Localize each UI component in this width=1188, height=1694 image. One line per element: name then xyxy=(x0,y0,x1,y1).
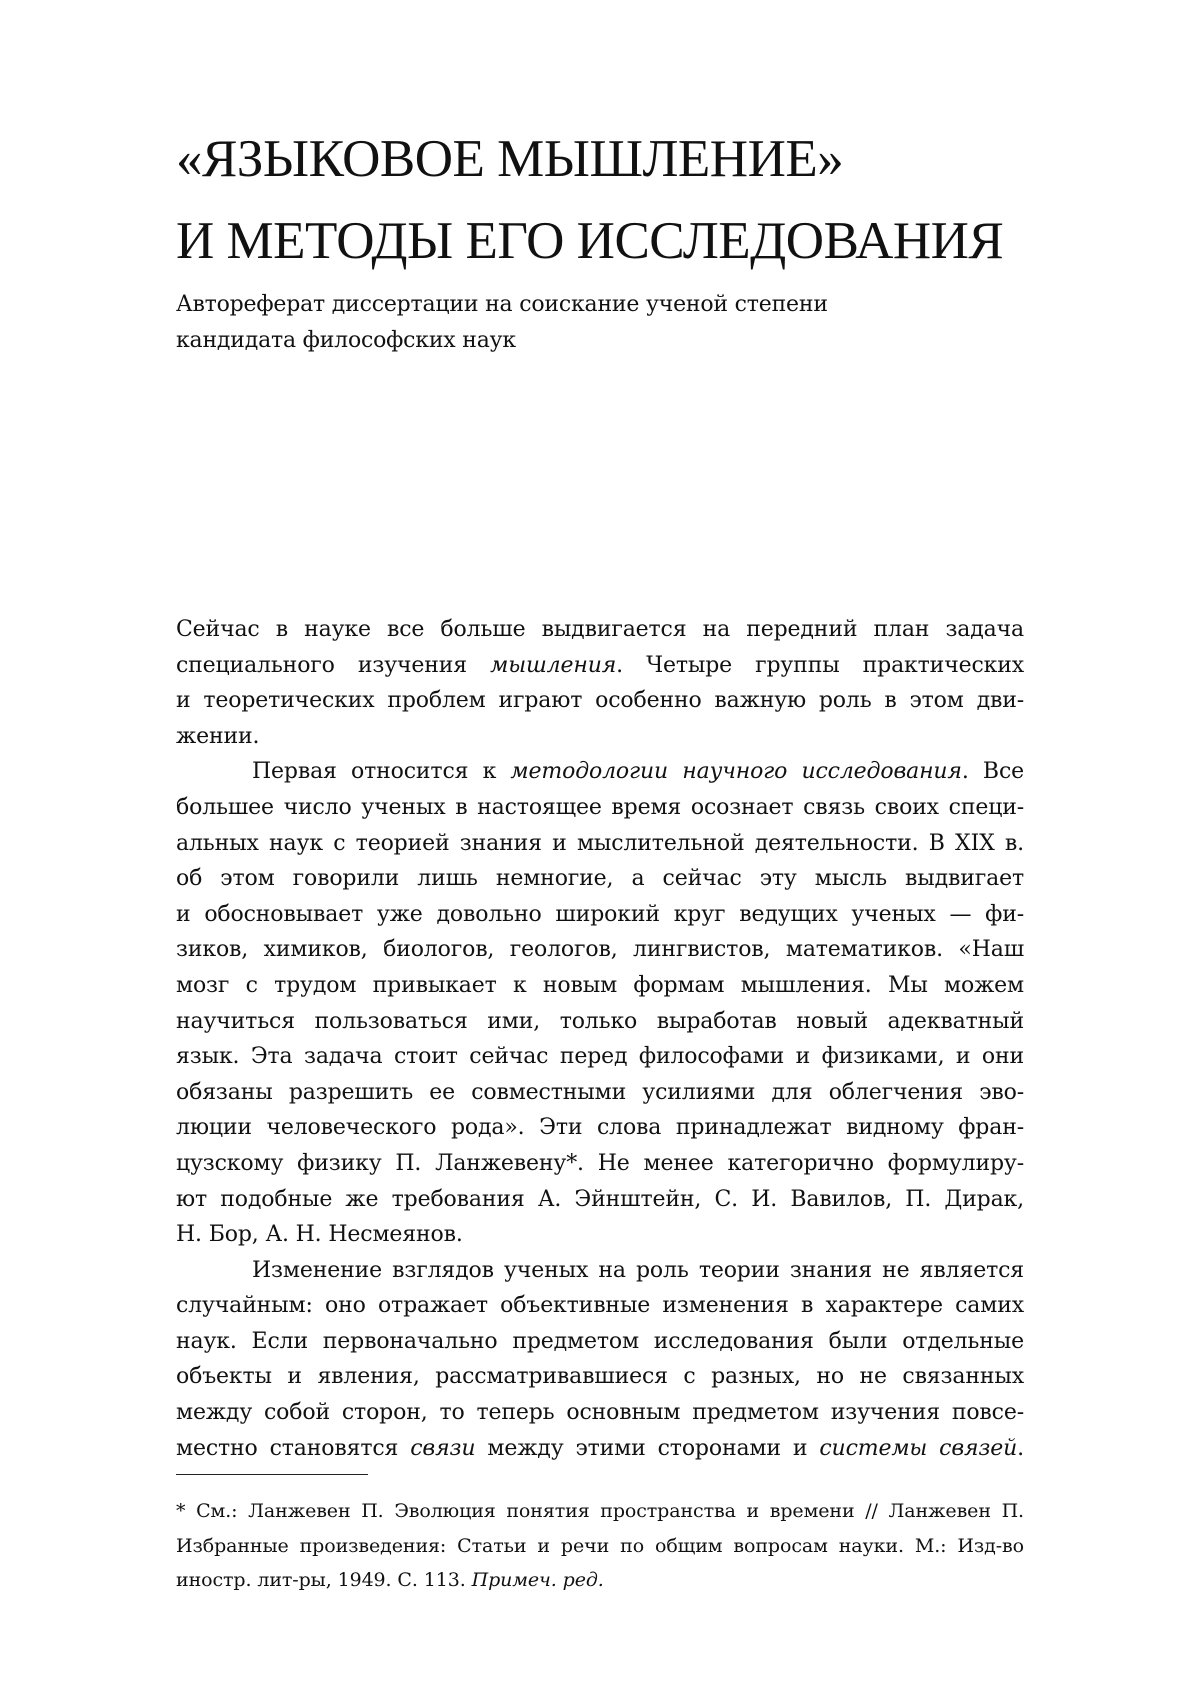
italic-note: Примеч. ред. xyxy=(471,1569,604,1591)
text-line: Н. Бор, А. Н. Несмеянов. xyxy=(176,1222,463,1248)
footnote-separator xyxy=(176,1474,368,1475)
body-text xyxy=(176,612,1024,1466)
text-run: . Все xyxy=(961,759,1024,785)
text-line: между собой сторон, то теперь основным предметом изучения повсе- xyxy=(176,1400,1024,1426)
italic-term: связи xyxy=(410,1435,476,1461)
chapter-subtitle-line-2: кандидата философских наук xyxy=(176,328,516,353)
footnote-line: * См.: Ланжевен П. Эволюция понятия пространства и времени // Ланжевен П. xyxy=(176,1500,1024,1522)
text-line: зиков, химиков, биологов, геологов, лингвистов, математиков. «Наш xyxy=(176,937,1024,963)
paragraph-2 xyxy=(176,754,1024,1252)
chapter-subtitle-line-1: Автореферат диссертации на соискание ученой степени xyxy=(176,292,828,317)
text-line: и обосновывает уже довольно широкий круг ведущих ученых — фи- xyxy=(176,901,1024,927)
text-line: ют подобные же требования А. Эйнштейн, С. И. Вавилов, П. Дирак, xyxy=(176,1186,1024,1212)
text-run: . xyxy=(1017,1435,1024,1461)
text-line: научиться пользоваться ими, только выработав новый адекватный xyxy=(176,1008,1024,1034)
footnote xyxy=(176,1494,1024,1598)
text-run: между этими сторонами и xyxy=(475,1435,820,1461)
text-line: люции человеческого рода». Эти слова принадлежат видному фран- xyxy=(176,1115,1024,1141)
text-line: Сейчас в науке все больше выдвигается на передний план задача xyxy=(176,617,1024,642)
chapter-title xyxy=(176,118,1076,282)
text-line: обязаны разрешить ее совместными усилиями для облегчения эво- xyxy=(176,1079,1024,1105)
text-line: наук. Если первоначально предметом исследования были отдельные xyxy=(176,1328,1024,1354)
text-line: цузскому физику П. Ланжевену*. Не менее категорично формулиру- xyxy=(176,1150,1024,1176)
paragraph-3 xyxy=(176,1253,1024,1467)
footnote-line: Избранные произведения: Статьи и речи по общим вопросам науки. М.: Изд-во xyxy=(176,1534,1024,1557)
text-line: большее число ученых в настоящее время осознает связь своих специ- xyxy=(176,794,1024,820)
italic-term: мышления xyxy=(490,652,617,678)
chapter-subtitle xyxy=(176,287,1036,359)
text-line: об этом говорили лишь немногие, а сейчас эту мысль выдвигает xyxy=(176,866,1024,892)
chapter-title-line-1: «ЯЗЫКОВОЕ МЫШЛЕНИЕ» xyxy=(176,130,844,188)
text-line: и теоретических проблем играют особенно важную роль в этом дви- xyxy=(176,688,1024,714)
text-run: . Четыре группы практических xyxy=(616,652,1024,678)
text-line xyxy=(176,754,1024,790)
italic-term: системы связей xyxy=(819,1435,1018,1461)
text-run: иностр. лит-ры, 1949. С. 113. xyxy=(176,1569,472,1591)
text-line: объекты и явления, рассматривавшиеся с разных, но не связанных xyxy=(176,1364,1024,1390)
text-line: Изменение взглядов ученых на роль теории знания не является xyxy=(252,1257,1024,1283)
paragraph-1 xyxy=(176,612,1024,754)
text-line: мозг с трудом привыкает к новым формам мышления. Мы можем xyxy=(176,972,1024,998)
text-line xyxy=(176,648,1024,684)
text-run: Первая относится к xyxy=(252,759,511,785)
text-line: случайным: оно отражает объективные изменения в характере самих xyxy=(176,1293,1024,1319)
chapter-title-line-2: И МЕТОДЫ ЕГО ИССЛЕДОВАНИЯ xyxy=(176,212,1004,270)
footnote-line xyxy=(176,1563,1024,1598)
text-run: специального изучения xyxy=(176,652,491,678)
text-line xyxy=(176,1431,1024,1467)
text-line: жении. xyxy=(176,723,260,749)
text-run: местно становятся xyxy=(176,1435,411,1461)
italic-term: методологии научного исследования xyxy=(510,759,962,785)
text-line: альных наук с теорией знания и мыслительной деятельности. В XIX в. xyxy=(176,830,1024,856)
text-line: язык. Эта задача стоит сейчас перед философами и физиками, и они xyxy=(176,1044,1024,1070)
